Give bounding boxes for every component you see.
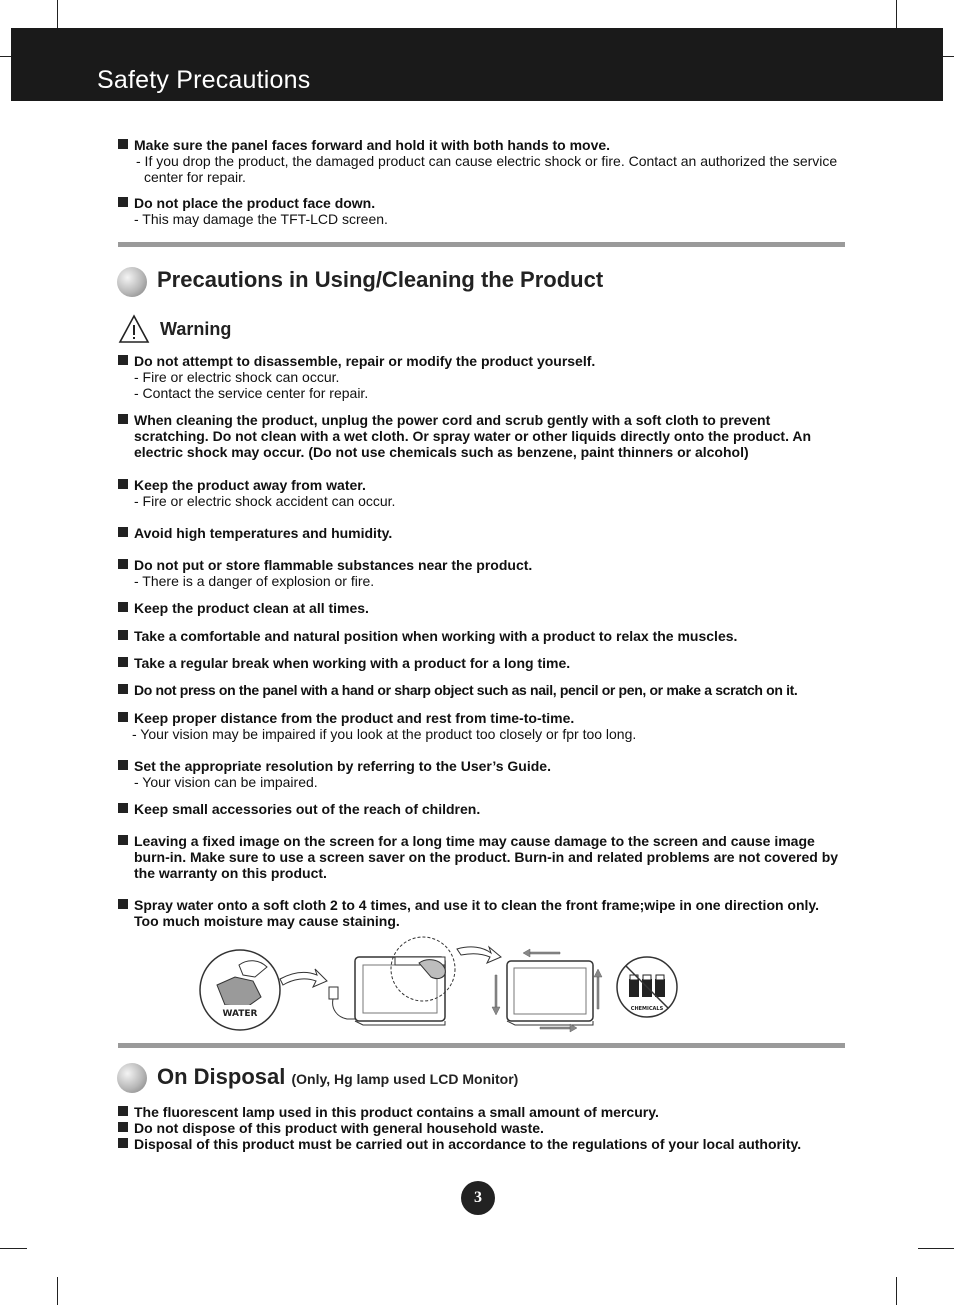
page-title: Safety Precautions: [97, 66, 311, 94]
crop-mark: [896, 1277, 897, 1305]
crop-mark: [918, 1248, 954, 1249]
square-bullet-icon: [118, 479, 128, 489]
square-bullet-icon: [118, 414, 128, 424]
list-item: Keep small accessories out of the reach of children.: [118, 801, 848, 817]
item-title: Do not place the product face down.: [134, 195, 376, 211]
section-subtitle: (Only, Hg lamp used LCD Monitor): [291, 1071, 519, 1087]
header-bar: [11, 28, 943, 101]
section-divider: [118, 242, 845, 247]
square-bullet-icon: [118, 139, 128, 149]
list-item: Spray water onto a soft cloth 2 to 4 times, and use it to clean the front frame;wipe in one direction only. Too much moisture may cause staining.: [118, 897, 843, 929]
square-bullet-icon: [118, 630, 128, 640]
list-item: Set the appropriate resolution by referring to the User’s Guide. - Your vision can be impaired.: [118, 758, 848, 790]
square-bullet-icon: [118, 803, 128, 813]
monitor-icon: [507, 961, 593, 1025]
square-bullet-icon: [118, 760, 128, 770]
list-item: Take a comfortable and natural position when working with a product to relax the muscles.: [118, 628, 848, 644]
crop-mark: [57, 0, 58, 28]
square-bullet-icon: [118, 684, 128, 694]
square-bullet-icon: [118, 602, 128, 612]
square-bullet-icon: [118, 1122, 128, 1132]
square-bullet-icon: [118, 559, 128, 569]
list-item: Avoid high temperatures and humidity.: [118, 525, 848, 541]
list-item: [118, 195, 848, 227]
square-bullet-icon: [118, 197, 128, 207]
list-item: Do not press on the panel with a hand or sharp object such as nail, pencil or pen, or make a scratch on it.: [118, 682, 858, 698]
square-bullet-icon: [118, 835, 128, 845]
warning-label: Warning: [160, 319, 232, 339]
no-chemicals-icon: [617, 957, 677, 1017]
square-bullet-icon: [118, 1138, 128, 1148]
list-item: Keep the product away from water. - Fire or electric shock accident can occur.: [118, 477, 848, 509]
list-item: Keep proper distance from the product and rest from time-to-time. - Your vision may be impaired if you look at the product too closely or fpr too long.: [118, 710, 848, 742]
list-item: Do not put or store flammable substances near the product. - There is a danger of explosion or fire.: [118, 557, 848, 589]
crop-mark: [0, 56, 11, 57]
item-note: - This may damage the TFT-LCD screen.: [134, 211, 388, 227]
section-title: On Disposal (Only, Hg lamp used LCD Monitor): [157, 1064, 519, 1089]
warning-triangle-icon: [118, 314, 150, 344]
page-number: 3: [461, 1181, 495, 1215]
square-bullet-icon: [118, 355, 128, 365]
list-item: Take a regular break when working with a product for a long time.: [118, 655, 848, 671]
crop-mark: [896, 0, 897, 28]
water-label: WATER: [222, 1009, 258, 1019]
square-bullet-icon: [118, 1106, 128, 1116]
square-bullet-icon: [118, 527, 128, 537]
chemicals-label: CHEMICALS: [630, 1006, 664, 1012]
arrow-right-icon: [457, 947, 501, 963]
item-title: Make sure the panel faces forward and hold it with both hands to move.: [134, 137, 611, 153]
square-bullet-icon: [118, 712, 128, 722]
section-title: Precautions in Using/Cleaning the Product: [157, 267, 604, 292]
list-item: When cleaning the product, unplug the power cord and scrub gently with a soft cloth to prevent scratching. Do not clean with a wet cloth. Or spray water or other liquids directly onto the product. An electric shock may occur. (Do not use chemicals such as benzene, paint thinners or alcohol): [118, 412, 818, 460]
water-bottle-icon: [200, 950, 280, 1030]
crop-mark: [57, 1277, 58, 1305]
square-bullet-icon: [118, 657, 128, 667]
list-item: [118, 137, 848, 185]
crop-mark: [0, 1248, 27, 1249]
arrow-right-icon: [280, 969, 327, 987]
item-note: - If you drop the product, the damaged product can cause electric shock or fire. Contact an authorized the service center for repair.: [136, 153, 838, 185]
section-divider: [118, 1043, 845, 1048]
section-ball-icon: [117, 267, 147, 297]
square-bullet-icon: [118, 899, 128, 909]
list-item: Keep the product clean at all times.: [118, 600, 848, 616]
list-item: Do not attempt to disassemble, repair or modify the product yourself. - Fire or electric shock can occur. - Contact the service center for repair.: [118, 353, 848, 401]
crop-mark: [943, 56, 954, 57]
list-item: Leaving a fixed image on the screen for a long time may cause damage to the screen and cause image burn-in. Make sure to use a screen saver on the product. Burn-in and related problems are not covered by the warranty on this product.: [118, 833, 843, 881]
section-ball-icon: [117, 1063, 147, 1093]
list-item: The fluorescent lamp used in this product contains a small amount of mercury. Do not dispose of this product with general household waste. Disposal of this product must be carried out in accordance to the regulations of your local authority.: [118, 1104, 848, 1152]
cleaning-illustration: [195, 935, 685, 1035]
